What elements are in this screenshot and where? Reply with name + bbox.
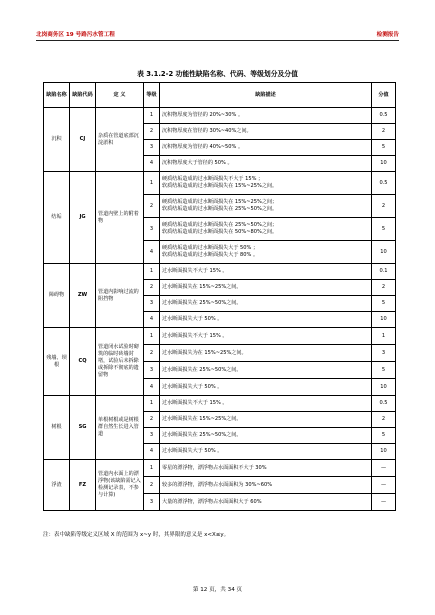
description-line: 过水断面损失大于 50% 。 xyxy=(162,383,223,390)
table-row xyxy=(44,328,396,345)
score-cell: 2 xyxy=(372,195,396,218)
level-cell: 2 xyxy=(144,345,160,362)
description-cell xyxy=(160,312,372,328)
defect-name-cell: 障碍物 xyxy=(44,264,70,328)
description-cell xyxy=(160,396,372,412)
defect-name-cell: 沉积 xyxy=(44,108,70,172)
level-cell: 1 xyxy=(144,172,160,195)
description-line: 过水断面损失在 25%~50%之间。 xyxy=(162,366,242,373)
description-line: 软质结垢造成的过水断面损失在 50%~80%之间。 xyxy=(162,229,278,235)
defect-code-cell: CQ xyxy=(70,328,96,396)
score-cell: 10 xyxy=(372,241,396,264)
table-row xyxy=(44,264,396,280)
description-cell xyxy=(160,124,372,140)
description-line: 沉积物厚度为管径的 40%~50% 。 xyxy=(162,144,244,150)
score-cell: 2 xyxy=(372,412,396,428)
defect-definition-cell: 杂质在管道底部沉淀淤积 xyxy=(96,108,144,172)
description-line: 硬质结垢造成的过水断面损失在 25%~50%之间； xyxy=(162,222,278,228)
score-cell: 10 xyxy=(372,444,396,460)
score-cell: 0.5 xyxy=(372,172,396,195)
score-cell: 0.1 xyxy=(372,264,396,280)
header-report-type: 检测报告 xyxy=(376,32,399,38)
description-line: 过水断面损失在 25%~50%之间。 xyxy=(162,300,242,306)
table-note: 注：表中缺陷等级定义区域 X 的范围为 x~y 时，其界限的意义是 x<X≤y。 xyxy=(43,532,230,538)
description-line: 零星的漂浮物，漂浮物占水面面积不大于 30% xyxy=(162,464,267,471)
defect-definition-cell: 管道内壁上的附着物 xyxy=(96,172,144,264)
level-cell: 4 xyxy=(144,444,160,460)
level-cell: 3 xyxy=(144,428,160,444)
defect-code-cell: JG xyxy=(70,172,96,264)
description-cell xyxy=(160,280,372,296)
description-line: 沉积物厚度为管径的 20%~30% 。 xyxy=(162,112,244,118)
description-line: 硬质结垢造成的过水断面损失不大于 15% ； xyxy=(162,176,264,182)
level-cell: 2 xyxy=(144,124,160,140)
description-line: 硬质结垢造成的过水断面损失大于 50% ； xyxy=(162,245,259,251)
level-cell: 4 xyxy=(144,241,160,264)
description-line: 过水断面损失不大于 15% 。 xyxy=(162,268,228,274)
level-cell: 3 xyxy=(144,296,160,312)
description-cell xyxy=(160,140,372,156)
description-cell xyxy=(160,494,372,511)
description-cell xyxy=(160,172,372,195)
defect-code-cell: SG xyxy=(70,396,96,460)
score-cell: — xyxy=(372,494,396,511)
score-cell: — xyxy=(372,477,396,494)
page-footer: 第 12 页，共 34 页 xyxy=(192,587,243,593)
description-cell xyxy=(160,460,372,477)
defect-definition-cell: 单根树根或是树根群自然生长进入管道 xyxy=(96,396,144,460)
defect-definition-cell: 管道内水面上的漂浮物(该缺陷需记入检测记录表，不参与计算) xyxy=(96,460,144,511)
description-line: 沉积物厚度在管径的 30%~40%之间。 xyxy=(162,128,252,134)
level-cell: 1 xyxy=(144,460,160,477)
description-cell xyxy=(160,108,372,124)
level-cell: 2 xyxy=(144,195,160,218)
score-cell: 5 xyxy=(372,362,396,379)
description-line: 过水断面损失不大于 15% 。 xyxy=(162,332,228,339)
description-cell xyxy=(160,218,372,241)
score-cell: 5 xyxy=(372,140,396,156)
score-cell: 3 xyxy=(372,345,396,362)
description-line: 沉积物厚度大于管径的 50% 。 xyxy=(162,160,233,166)
score-cell: 0.5 xyxy=(372,108,396,124)
score-cell: 10 xyxy=(372,156,396,172)
defect-definition-cell: 管道内影响过流的阻挡物 xyxy=(96,264,144,328)
level-cell: 4 xyxy=(144,379,160,396)
table-header-row xyxy=(44,83,396,108)
defect-name-cell: 结垢 xyxy=(44,172,70,264)
score-cell: 1 xyxy=(372,328,396,345)
description-cell xyxy=(160,412,372,428)
level-cell: 4 xyxy=(144,312,160,328)
level-cell: 3 xyxy=(144,140,160,156)
defect-code-cell: FZ xyxy=(70,460,96,511)
defect-name-cell: 树根 xyxy=(44,396,70,460)
description-cell xyxy=(160,296,372,312)
level-cell: 2 xyxy=(144,477,160,494)
description-line: 软质结垢造成的过水断面损失在 15%~25%之间。 xyxy=(162,183,278,189)
column-header-score: 分值 xyxy=(372,83,396,108)
description-line: 过水断面损失大于 50% 。 xyxy=(162,316,223,322)
table-caption: 表 3.1.2-2 功能性缺陷名称、代码、等级划分及分值 xyxy=(137,70,298,78)
description-line: 过水断面损失在 15%~25%之间。 xyxy=(162,416,242,422)
description-line: 较多的漂浮物，漂浮物占水面面积为 30%~60% xyxy=(162,481,273,488)
description-cell xyxy=(160,264,372,280)
level-cell: 3 xyxy=(144,362,160,379)
description-cell xyxy=(160,156,372,172)
table-row xyxy=(44,108,396,124)
description-line: 过水断面损失在 25%~50%之间。 xyxy=(162,432,242,438)
description-cell xyxy=(160,477,372,494)
table-body xyxy=(44,108,396,511)
level-cell: 2 xyxy=(144,412,160,428)
level-cell: 1 xyxy=(144,264,160,280)
description-line: 过水断面损失为在 15%~25%之间。 xyxy=(162,349,247,356)
description-cell xyxy=(160,195,372,218)
description-cell xyxy=(160,345,372,362)
description-cell xyxy=(160,241,372,264)
column-header-defect-name: 缺陷名称 xyxy=(44,83,70,108)
page-header xyxy=(36,27,399,41)
defect-definition-cell: 管道闭水试验时砌筑的临时砖墙封堵，试验后未拆除或拆除不彻底的遗留物 xyxy=(96,328,144,396)
score-cell: 10 xyxy=(372,312,396,328)
level-cell: 3 xyxy=(144,494,160,511)
level-cell: 4 xyxy=(144,156,160,172)
level-cell: 2 xyxy=(144,280,160,296)
column-header-defect-code: 缺陷代码 xyxy=(70,83,96,108)
header-project-title: 北岗商务区 19 号路污水管工程 xyxy=(36,32,115,38)
description-cell xyxy=(160,328,372,345)
score-cell: 5 xyxy=(372,296,396,312)
defect-table xyxy=(43,82,396,511)
level-cell: 1 xyxy=(144,108,160,124)
description-line: 软质结垢造成的过水断面损失在 25%~50%之间。 xyxy=(162,206,278,212)
level-cell: 3 xyxy=(144,218,160,241)
description-cell xyxy=(160,428,372,444)
score-cell: 5 xyxy=(372,218,396,241)
score-cell: 0.5 xyxy=(372,396,396,412)
level-cell: 1 xyxy=(144,328,160,345)
description-cell xyxy=(160,379,372,396)
description-cell xyxy=(160,444,372,460)
defect-name-cell: 残墙、坝根 xyxy=(44,328,70,396)
score-cell: — xyxy=(372,460,396,477)
score-cell: 10 xyxy=(372,379,396,396)
table-row xyxy=(44,396,396,412)
defect-name-cell: 浮渣 xyxy=(44,460,70,511)
defect-code-cell: CJ xyxy=(70,108,96,172)
description-line: 过水断面损失不大于 15% 。 xyxy=(162,400,228,406)
description-line: 过水断面损失在 15%~25%之间。 xyxy=(162,284,242,290)
description-cell xyxy=(160,362,372,379)
description-line: 软质结垢造成的过水断面损失大于 80% 。 xyxy=(162,252,259,258)
column-header-definition: 定 义 xyxy=(96,83,144,108)
level-cell: 1 xyxy=(144,396,160,412)
score-cell: 5 xyxy=(372,428,396,444)
table-row xyxy=(44,172,396,195)
description-line: 硬质结垢造成的过水断面损失在 15%~25%之间； xyxy=(162,199,278,205)
description-line: 过水断面损失大于 50% 。 xyxy=(162,448,223,454)
defect-code-cell: ZW xyxy=(70,264,96,328)
column-header-level: 等级 xyxy=(144,83,160,108)
table-row xyxy=(44,460,396,477)
description-line: 大量的漂浮物，漂浮物占水面面积大于 60% xyxy=(162,498,262,505)
column-header-description: 缺陷描述 xyxy=(160,83,372,108)
score-cell: 2 xyxy=(372,124,396,140)
score-cell: 2 xyxy=(372,280,396,296)
